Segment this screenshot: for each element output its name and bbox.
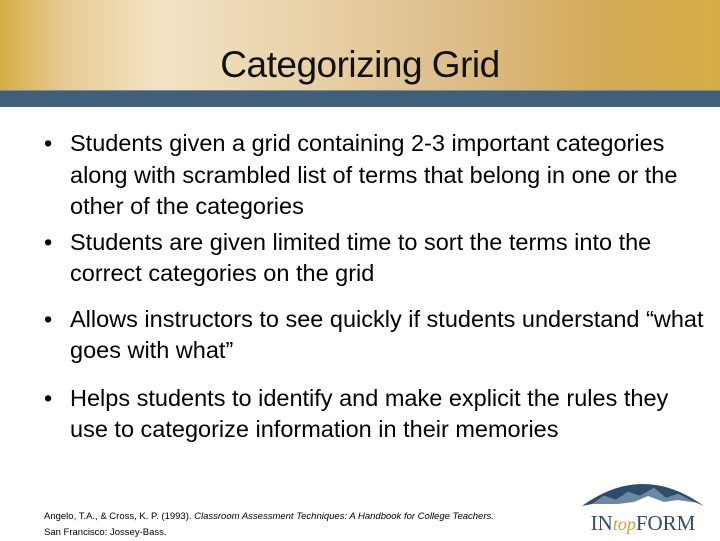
- citation-book: Classroom Assessment Techniques: A Handbook for College Teachers.: [194, 511, 494, 522]
- slide-title: Categorizing Grid: [220, 44, 500, 85]
- bullet-item: • Helps students to identify and make explicit the rules they use to categorize information in their memories: [44, 383, 704, 446]
- bullet-list: [44, 128, 704, 454]
- bullet-item: • Students given a grid containing 2-3 important categories along with scrambled list of terms that belong in one or the other of the categories: [44, 128, 704, 223]
- bullet-item: • Students are given limited time to sort the terms into the correct categories on the grid: [44, 227, 704, 290]
- citation: [44, 509, 494, 541]
- header-stripe: [0, 90, 720, 107]
- citation-publisher: San Francisco: Jossey-Bass.: [44, 527, 167, 538]
- citation-authors: Angelo, T.A., & Cross, K. P. (1993).: [44, 511, 195, 522]
- svg-text:INtopFORM: INtopFORM: [590, 511, 696, 535]
- intopform-logo: [578, 470, 708, 536]
- bullet-item: • Allows instructors to see quickly if students understand “what goes with what”: [44, 304, 704, 367]
- mountain-logo-icon: [578, 470, 708, 536]
